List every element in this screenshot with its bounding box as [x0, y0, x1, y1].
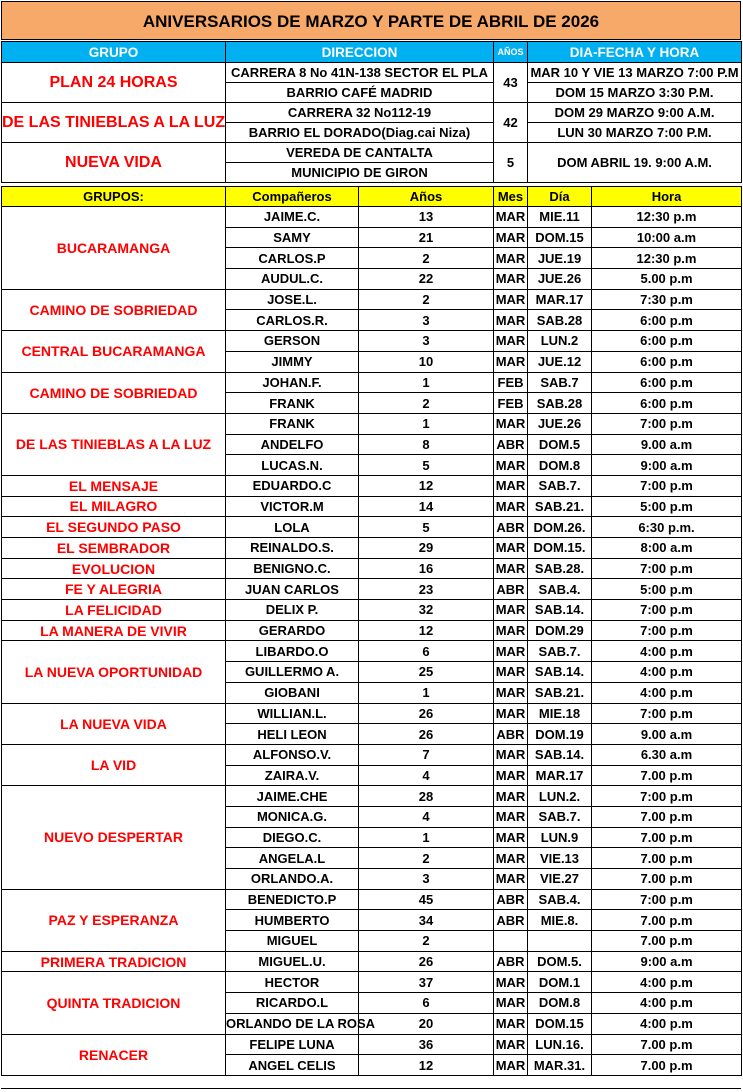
member-years: 22 — [359, 269, 494, 290]
meeting-date: DOM 15 MARZO 3:30 P.M. — [528, 83, 742, 103]
member-day: SAB.7. — [528, 641, 592, 662]
member-day: MAR.31. — [528, 1055, 592, 1076]
member-day: LUN.16. — [528, 1034, 592, 1055]
member-years: 1 — [359, 682, 494, 703]
member-day: SAB.28 — [528, 310, 592, 331]
member-month: ABR — [494, 724, 528, 745]
meeting-address-line: CARRERA 8 No 41N-138 SECTOR EL PLA — [226, 63, 494, 83]
member-month: MAR — [494, 227, 528, 248]
meeting-date: DOM 29 MARZO 9:00 A.M. — [528, 103, 742, 123]
meeting-row — [2, 63, 742, 83]
member-day: VIE.27 — [528, 869, 592, 890]
member-day: DOM.15 — [528, 227, 592, 248]
member-month: MAR — [494, 558, 528, 579]
member-name: SAMY — [226, 227, 359, 248]
member-years: 26 — [359, 703, 494, 724]
member-day: SAB.28. — [528, 558, 592, 579]
meeting-years: 5 — [494, 143, 528, 183]
member-name: ANGEL CELIS — [226, 1055, 359, 1076]
member-month: MAR — [494, 351, 528, 372]
member-day: DOM.15 — [528, 1013, 592, 1034]
member-years: 12 — [359, 1055, 494, 1076]
member-month: MAR — [494, 806, 528, 827]
member-month: ABR — [494, 889, 528, 910]
member-time: 7.00 p.m — [592, 848, 742, 869]
member-years: 16 — [359, 558, 494, 579]
group-name: LA MANERA DE VIVIR — [2, 620, 226, 641]
member-years: 3 — [359, 331, 494, 352]
member-month: MAR — [494, 538, 528, 559]
group-name: EL SEMBRADOR — [2, 538, 226, 559]
member-years: 29 — [359, 538, 494, 559]
table-row — [2, 207, 742, 228]
member-years: 26 — [359, 724, 494, 745]
member-years: 7 — [359, 744, 494, 765]
member-name: ZAIRA.V. — [226, 765, 359, 786]
member-name: JAIME.CHE — [226, 786, 359, 807]
meeting-date: MAR 10 Y VIE 13 MARZO 7:00 P.M — [528, 63, 742, 83]
member-time: 12:30 p.m — [592, 248, 742, 269]
member-time: 7:00 p.m — [592, 620, 742, 641]
member-time: 4:00 p.m — [592, 662, 742, 683]
member-years: 6 — [359, 993, 494, 1014]
member-day: SAB.4. — [528, 889, 592, 910]
meeting-group-name: PLAN 24 HORAS — [2, 63, 226, 103]
member-month: MAR — [494, 331, 528, 352]
table-row — [2, 951, 742, 972]
member-name: MIGUEL.U. — [226, 951, 359, 972]
member-month: MAR — [494, 1034, 528, 1055]
member-time: 5:00 p.m — [592, 496, 742, 517]
member-time: 6:00 p.m — [592, 393, 742, 414]
member-years: 5 — [359, 517, 494, 538]
member-name: JUAN CARLOS — [226, 579, 359, 600]
meeting-address-line: BARRIO EL DORADO(Diag.cai Niza) — [226, 123, 494, 143]
member-years: 37 — [359, 972, 494, 993]
member-name: JIMMY — [226, 351, 359, 372]
member-years: 14 — [359, 496, 494, 517]
member-name: JOSE.L. — [226, 289, 359, 310]
member-name: EDUARDO.C — [226, 475, 359, 496]
table-row — [2, 1034, 742, 1055]
member-name: RICARDO.L — [226, 993, 359, 1014]
member-day: VIE.13 — [528, 848, 592, 869]
member-name: JOHAN.F. — [226, 372, 359, 393]
member-time: 4:00 p.m — [592, 1013, 742, 1034]
member-years: 45 — [359, 889, 494, 910]
meeting-years: 43 — [494, 63, 528, 103]
member-month: MAR — [494, 207, 528, 228]
member-name: BENEDICTO.P — [226, 889, 359, 910]
meeting-address-line: MUNICIPIO DE GIRON — [226, 163, 494, 183]
member-name: DELIX P. — [226, 600, 359, 621]
member-years: 2 — [359, 393, 494, 414]
table-row — [2, 703, 742, 724]
member-day: SAB.7. — [528, 475, 592, 496]
member-name: JAIME.C. — [226, 207, 359, 228]
meeting-address-line: BARRIO CAFÉ MADRID — [226, 83, 494, 103]
member-month: MAR — [494, 972, 528, 993]
member-time: 7.00 p.m — [592, 765, 742, 786]
member-month: ABR — [494, 579, 528, 600]
member-name: GIOBANI — [226, 682, 359, 703]
member-years: 2 — [359, 248, 494, 269]
table-row — [2, 889, 742, 910]
member-name: LOLA — [226, 517, 359, 538]
member-name: DIEGO.C. — [226, 827, 359, 848]
member-time: 7.00 p.m — [592, 806, 742, 827]
member-time: 7.00 p.m — [592, 827, 742, 848]
member-time: 4:00 p.m — [592, 682, 742, 703]
meeting-row — [2, 103, 742, 123]
member-years: 10 — [359, 351, 494, 372]
table-row — [2, 786, 742, 807]
member-time: 4:00 p.m — [592, 641, 742, 662]
member-name: GUILLERMO A. — [226, 662, 359, 683]
member-time: 7.00 p.m — [592, 1055, 742, 1076]
member-time: 7:00 p.m — [592, 889, 742, 910]
member-month: FEB — [494, 372, 528, 393]
member-name: FRANK — [226, 413, 359, 434]
member-month: FEB — [494, 393, 528, 414]
member-month: ABR — [494, 434, 528, 455]
member-time: 8:00 a.m — [592, 538, 742, 559]
member-day: DOM.8 — [528, 993, 592, 1014]
member-name: ANDELFO — [226, 434, 359, 455]
member-month: MAR — [494, 620, 528, 641]
table-row — [2, 744, 742, 765]
member-name: MONICA.G. — [226, 806, 359, 827]
anniversary-header — [2, 187, 742, 207]
member-month: MAR — [494, 641, 528, 662]
table-row — [2, 496, 742, 517]
group-name: CAMINO DE SOBRIEDAD — [2, 289, 226, 330]
table-row — [2, 538, 742, 559]
meeting-info-table — [1, 41, 742, 183]
member-month: MAR — [494, 786, 528, 807]
member-day: DOM.1 — [528, 972, 592, 993]
member-time: 6:30 p.m. — [592, 517, 742, 538]
member-month: MAR — [494, 1013, 528, 1034]
page-title: ANIVERSARIOS DE MARZO Y PARTE DE ABRIL DE 2026 — [1, 1, 741, 40]
member-years: 13 — [359, 207, 494, 228]
member-years: 8 — [359, 434, 494, 455]
group-name: LA VID — [2, 744, 226, 785]
member-years: 28 — [359, 786, 494, 807]
member-day: MAR.17 — [528, 765, 592, 786]
meeting-address-line: VEREDA DE CANTALTA — [226, 143, 494, 163]
member-name: VICTOR.M — [226, 496, 359, 517]
member-day: DOM.15. — [528, 538, 592, 559]
member-month: MAR — [494, 455, 528, 476]
member-time: 9.00 a.m — [592, 434, 742, 455]
table-row — [2, 558, 742, 579]
member-day: DOM.26. — [528, 517, 592, 538]
meeting-group-name: NUEVA VIDA — [2, 143, 226, 183]
member-name: BENIGNO.C. — [226, 558, 359, 579]
group-name: PAZ Y ESPERANZA — [2, 889, 226, 951]
member-name: HUMBERTO — [226, 910, 359, 931]
member-day: SAB.7 — [528, 372, 592, 393]
table-row — [2, 620, 742, 641]
member-month: MAR — [494, 682, 528, 703]
member-name: HECTOR — [226, 972, 359, 993]
member-time: 7:00 p.m — [592, 413, 742, 434]
header-direccion: DIRECCION — [226, 42, 494, 63]
table-row — [2, 517, 742, 538]
group-name: PRIMERA TRADICION — [2, 951, 226, 972]
member-years: 3 — [359, 310, 494, 331]
meeting-info-header — [2, 42, 742, 63]
member-years: 12 — [359, 620, 494, 641]
table-row — [2, 289, 742, 310]
member-time: 7:00 p.m — [592, 703, 742, 724]
member-month: MAR — [494, 413, 528, 434]
member-day: SAB.14. — [528, 744, 592, 765]
member-years: 25 — [359, 662, 494, 683]
member-day — [528, 931, 592, 952]
meeting-group-name: DE LAS TINIEBLAS A LA LUZ — [2, 103, 226, 143]
group-name: LA FELICIDAD — [2, 600, 226, 621]
member-month: MAR — [494, 744, 528, 765]
table-row — [2, 475, 742, 496]
member-years: 4 — [359, 765, 494, 786]
member-day: DOM.19 — [528, 724, 592, 745]
header-mes: Mes — [494, 187, 528, 207]
member-time: 9:00 a.m — [592, 455, 742, 476]
member-day: DOM.5. — [528, 951, 592, 972]
table-row — [2, 331, 742, 352]
meeting-date: DOM ABRIL 19. 9:00 A.M. — [528, 143, 742, 183]
group-name: FE Y ALEGRIA — [2, 579, 226, 600]
member-time: 10:00 a.m — [592, 227, 742, 248]
group-name: EVOLUCION — [2, 558, 226, 579]
member-years: 21 — [359, 227, 494, 248]
member-month: MAR — [494, 600, 528, 621]
member-name: ORLANDO.A. — [226, 869, 359, 890]
member-month: MAR — [494, 765, 528, 786]
member-day: MIE.8. — [528, 910, 592, 931]
member-month: MAR — [494, 827, 528, 848]
member-day: SAB.21. — [528, 496, 592, 517]
member-time: 7:00 p.m — [592, 558, 742, 579]
meeting-years: 42 — [494, 103, 528, 143]
member-name: CARLOS.P — [226, 248, 359, 269]
member-years: 2 — [359, 289, 494, 310]
group-name: LA NUEVA OPORTUNIDAD — [2, 641, 226, 703]
header-anos: Años — [359, 187, 494, 207]
member-name: GERSON — [226, 331, 359, 352]
group-name: CENTRAL BUCARAMANGA — [2, 331, 226, 372]
member-day: MAR.17 — [528, 289, 592, 310]
member-time: 7:00 p.m — [592, 475, 742, 496]
member-years: 36 — [359, 1034, 494, 1055]
member-time: 7.00 p.m — [592, 931, 742, 952]
member-day: MIE.18 — [528, 703, 592, 724]
member-month: MAR — [494, 475, 528, 496]
meeting-address-line: CARRERA 32 No112-19 — [226, 103, 494, 123]
group-name: EL MENSAJE — [2, 475, 226, 496]
member-day: DOM.29 — [528, 620, 592, 641]
header-grupo: GRUPO — [2, 42, 226, 63]
member-day: DOM.5 — [528, 434, 592, 455]
member-name: ANGELA.L — [226, 848, 359, 869]
member-day: SAB.14. — [528, 600, 592, 621]
anniversary-table — [1, 186, 742, 1076]
member-month: ABR — [494, 951, 528, 972]
member-years: 1 — [359, 413, 494, 434]
member-name: MIGUEL — [226, 931, 359, 952]
member-month: MAR — [494, 869, 528, 890]
member-time: 9.00 a.m — [592, 724, 742, 745]
member-day: JUE.19 — [528, 248, 592, 269]
member-day: SAB.28 — [528, 393, 592, 414]
member-years: 5 — [359, 455, 494, 476]
member-month: MAR — [494, 269, 528, 290]
member-name: ORLANDO DE LA ROSA — [226, 1013, 359, 1034]
member-month: MAR — [494, 496, 528, 517]
member-years: 1 — [359, 827, 494, 848]
member-day: DOM.8 — [528, 455, 592, 476]
member-day: JUE.26 — [528, 413, 592, 434]
member-time: 12:30 p.m — [592, 207, 742, 228]
member-years: 26 — [359, 951, 494, 972]
member-month: MAR — [494, 248, 528, 269]
member-years: 2 — [359, 931, 494, 952]
member-day: LUN.2 — [528, 331, 592, 352]
meeting-date: LUN 30 MARZO 7:00 P.M. — [528, 123, 742, 143]
member-time: 6:00 p.m — [592, 351, 742, 372]
table-row — [2, 972, 742, 993]
member-years: 2 — [359, 848, 494, 869]
group-name: EL MILAGRO — [2, 496, 226, 517]
member-name: REINALDO.S. — [226, 538, 359, 559]
member-time: 7.00 p.m — [592, 869, 742, 890]
member-time: 5:00 p.m — [592, 579, 742, 600]
member-month: MAR — [494, 289, 528, 310]
member-month — [494, 931, 528, 952]
group-name: DE LAS TINIEBLAS A LA LUZ — [2, 413, 226, 475]
member-month: MAR — [494, 1055, 528, 1076]
member-day: SAB.21. — [528, 682, 592, 703]
member-day: LUN.2. — [528, 786, 592, 807]
member-time: 7.00 p.m — [592, 910, 742, 931]
member-time: 4:00 p.m — [592, 993, 742, 1014]
member-years: 6 — [359, 641, 494, 662]
member-day: LUN.9 — [528, 827, 592, 848]
member-time: 7:00 p.m — [592, 600, 742, 621]
header-grupos: GRUPOS: — [2, 187, 226, 207]
member-time: 6:00 p.m — [592, 372, 742, 393]
header-dia: Día — [528, 187, 592, 207]
header-anos: AÑOS — [494, 42, 528, 63]
group-name: QUINTA TRADICION — [2, 972, 226, 1034]
member-month: ABR — [494, 517, 528, 538]
member-time: 6.30 a.m — [592, 744, 742, 765]
group-name: NUEVO DESPERTAR — [2, 786, 226, 889]
group-name: BUCARAMANGA — [2, 207, 226, 290]
member-time: 5.00 p.m — [592, 269, 742, 290]
member-name: FRANK — [226, 393, 359, 414]
table-row — [2, 579, 742, 600]
member-day: MIE.11 — [528, 207, 592, 228]
member-month: MAR — [494, 662, 528, 683]
table-row — [2, 372, 742, 393]
member-time: 4:00 p.m — [592, 972, 742, 993]
group-name: LA NUEVA VIDA — [2, 703, 226, 744]
table-row — [2, 413, 742, 434]
member-years: 12 — [359, 475, 494, 496]
group-name: CAMINO DE SOBRIEDAD — [2, 372, 226, 413]
member-years: 34 — [359, 910, 494, 931]
member-name: GERARDO — [226, 620, 359, 641]
member-name: AUDUL.C. — [226, 269, 359, 290]
member-month: MAR — [494, 703, 528, 724]
member-time: 9:00 a.m — [592, 951, 742, 972]
anniversary-body — [2, 207, 742, 1076]
member-day: SAB.14. — [528, 662, 592, 683]
member-time: 7.00 p.m — [592, 1034, 742, 1055]
member-years: 4 — [359, 806, 494, 827]
member-time: 7:30 p.m — [592, 289, 742, 310]
member-name: ALFONSO.V. — [226, 744, 359, 765]
table-row — [2, 600, 742, 621]
member-years: 32 — [359, 600, 494, 621]
member-day: JUE.26 — [528, 269, 592, 290]
member-years: 1 — [359, 372, 494, 393]
member-name: LIBARDO.O — [226, 641, 359, 662]
member-day: SAB.4. — [528, 579, 592, 600]
member-month: MAR — [494, 310, 528, 331]
header-hora: Hora — [592, 187, 742, 207]
member-name: WILLIAN.L. — [226, 703, 359, 724]
member-day: JUE.12 — [528, 351, 592, 372]
member-time: 6:00 p.m — [592, 331, 742, 352]
member-name: HELI LEON — [226, 724, 359, 745]
group-name: EL SEGUNDO PASO — [2, 517, 226, 538]
header-fecha: DIA-FECHA Y HORA — [528, 42, 742, 63]
meeting-row — [2, 143, 742, 163]
member-years: 20 — [359, 1013, 494, 1034]
member-time: 6:00 p.m — [592, 310, 742, 331]
member-month: ABR — [494, 910, 528, 931]
member-month: MAR — [494, 993, 528, 1014]
header-companeros: Compañeros — [226, 187, 359, 207]
member-years: 3 — [359, 869, 494, 890]
table-row — [2, 641, 742, 662]
member-name: CARLOS.R. — [226, 310, 359, 331]
member-years: 23 — [359, 579, 494, 600]
bottom-border — [1, 1088, 741, 1089]
member-name: FELIPE LUNA — [226, 1034, 359, 1055]
member-day: SAB.7. — [528, 806, 592, 827]
member-name: LUCAS.N. — [226, 455, 359, 476]
group-name: RENACER — [2, 1034, 226, 1075]
member-month: MAR — [494, 848, 528, 869]
member-time: 7:00 p.m — [592, 786, 742, 807]
